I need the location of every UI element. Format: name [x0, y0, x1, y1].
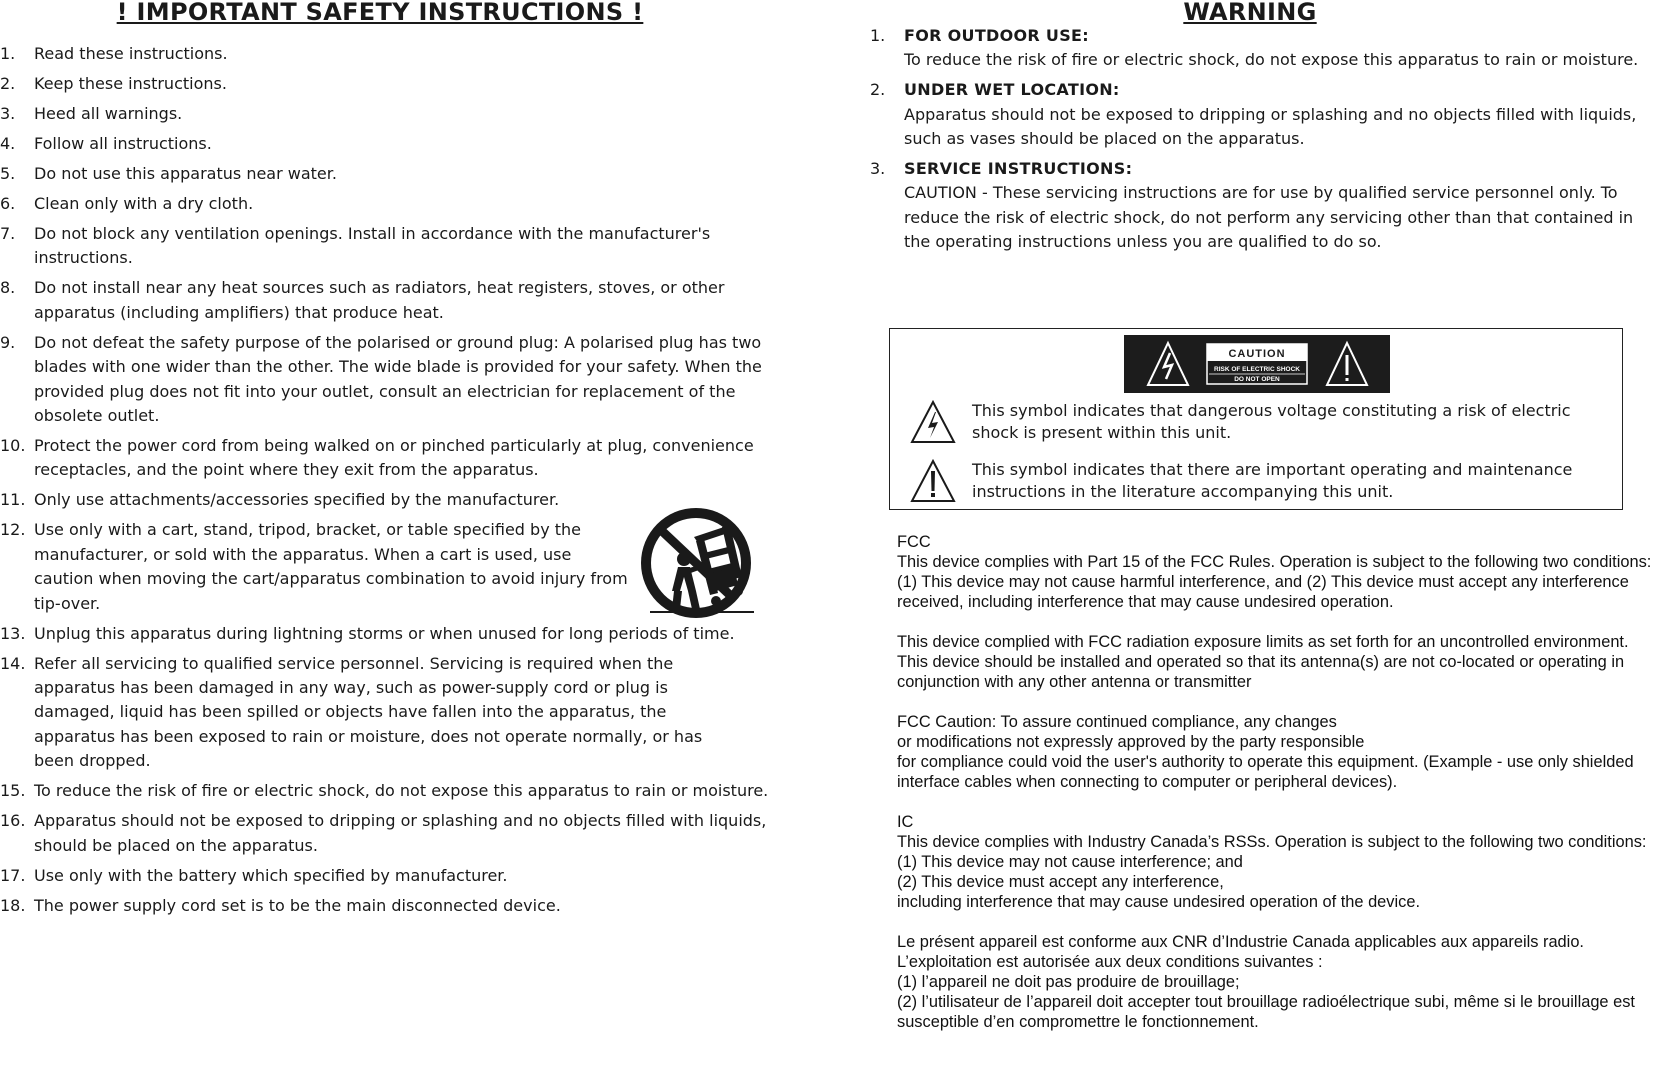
- caution-title: CAUTION: [1228, 348, 1286, 360]
- caution-label-graphic: [1124, 335, 1390, 393]
- caution-label: [1124, 335, 1390, 393]
- list-item: 14. Refer all servicing to qualified service personnel. Servicing is required when the apparatus has been damaged in any way, such as power-supply cord or plug is damaged, liquid has been spilled or objects have fallen into the apparatus, the apparatus has been exposed to rain or moisture, does not operate normally, or has been dropped.: [0, 653, 703, 771]
- list-item: 2. UNDER WET LOCATION: Apparatus should not be exposed to dripping or splashing and no objects filled with liquids, such as vases should be placed on the apparatus.: [870, 80, 1637, 149]
- list-item: 1. Read these instructions.: [0, 44, 228, 63]
- list-item: 18. The power supply cord set is to be the main disconnected device.: [0, 895, 561, 915]
- cart-tipover-warning-icon: [638, 507, 754, 623]
- fcc-ic-compliance-text: FCC This device complies with Part 15 of the FCC Rules. Operation is subject to the following two conditions: (1) This device may not cause harmful interference, and (2) This device must accept any interference received, including interference that may cause undesired operation. This device complied with FCC radiation exposure limits as set forth for an uncontrolled environment. This device should be installed and operated so that its antenna(s) are not co-located or operating in conjunction with any other antenna or transmitter FCC Caution: To assure continued compliance, any changes or modifications not expressly approved by the party responsible for compliance could void the user's authority to operate this equipment. (Example - use only shielded interface cables when connecting to computer or peripheral devices). IC This device complies with Industry Canada’s RSSs. Operation is subject to the following two conditions: (1) This device may not cause interference; and (2) This device must accept any interference, including interference that may cause undesired operation of the device. Le présent appareil est conforme aux CNR d’Industrie Canada applicables aux appareils radio. L’exploitation est autorisée aux deux conditions suivantes : (1) l’appareil ne doit pas produire de brouillage; (2) l’utilisateur de l’appareil doit accepter tout brouillage radioélectrique subi, même si le brouillage est susceptible d’en compromettre le fonctionnement.: [897, 533, 1652, 1031]
- list-item: 17. Use only with the battery which specified by manufacturer.: [0, 865, 508, 885]
- caution-line1: RISK OF ELECTRIC SHOCK: [1214, 366, 1300, 373]
- list-item: 7. Do not block any ventilation openings. Install in accordance with the manufacturer's instructions.: [0, 224, 711, 268]
- warning-column: [870, 0, 1660, 260]
- list-item: 12. Use only with a cart, stand, tripod, bracket, or table specified by the manufacturer, or sold with the apparatus. When a cart is used, use caution when moving the cart/apparatus combination to avoid injury from tip-over.: [0, 520, 628, 613]
- list-item: 4. Follow all instructions.: [0, 134, 212, 153]
- list-item: 3. Heed all warnings.: [0, 104, 183, 123]
- list-item: 15. To reduce the risk of fire or electric shock, do not expose this apparatus to rain or moisture.: [0, 781, 769, 801]
- list-item: 8. Do not install near any heat sources such as radiators, heat registers, stoves, or other apparatus (including amplifiers) that produce heat.: [0, 278, 725, 322]
- list-item: 9. Do not defeat the safety purpose of the polarised or ground plug: A polarised plug has two blades with one wider than the other. The wide blade is provided for your safety. When the provided plug does not fit into your outlet, consult an electrician for replacement of the obsolete outlet.: [0, 332, 762, 426]
- safety-instructions-list: [0, 42, 770, 918]
- list-item: 6. Clean only with a dry cloth.: [0, 194, 254, 213]
- safety-instructions-heading: ! IMPORTANT SAFETY INSTRUCTIONS !: [116, 0, 644, 26]
- list-item: 5. Do not use this apparatus near water.: [0, 164, 337, 183]
- safety-instructions-column: [0, 0, 770, 924]
- list-item: 1. FOR OUTDOOR USE: To reduce the risk of fire or electric shock, do not expose this apparatus to rain or moisture.: [870, 26, 1639, 70]
- list-item: 16. Apparatus should not be exposed to dripping or splashing and no objects filled with liquids, should be placed on the apparatus.: [0, 811, 767, 855]
- list-item: 10. Protect the power cord from being walked on or pinched particularly at plug, convenience receptacles, and the point where they exit from the apparatus.: [0, 436, 754, 480]
- caution-line2: DO NOT OPEN: [1234, 376, 1280, 383]
- list-item: 3. SERVICE INSTRUCTIONS: CAUTION - These servicing instructions are for use by qualified service personnel only. To reduce the risk of electric shock, do not perform any servicing other than that contained in the operating instructions unless you are qualified to do so.: [870, 158, 1634, 252]
- warning-list: [870, 24, 1660, 254]
- warning-heading: WARNING: [1183, 0, 1317, 26]
- list-item: 11. Only use attachments/accessories specified by the manufacturer.: [0, 490, 560, 510]
- exclamation-triangle-icon: [910, 459, 956, 503]
- list-item: 13. Unplug this apparatus during lightning storms or when unused for long periods of time.: [0, 623, 735, 643]
- caution-symbols-box: CAUTION RISK OF ELECTRIC SHOCK DO NOT OPEN This symbol indicates that dangerous voltage constituting a risk of electric shock is present within this unit. This symbol indicates that there are important operating and maintenance instructions in the literature accompanying this unit.: [889, 328, 1623, 510]
- list-item: 2. Keep these instructions.: [0, 74, 227, 93]
- lightning-triangle-icon: [910, 400, 956, 444]
